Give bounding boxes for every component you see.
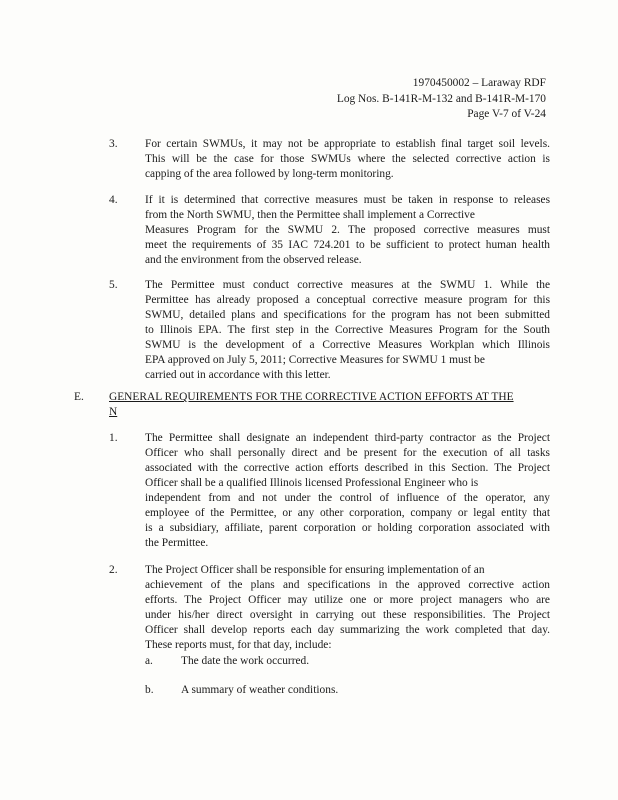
sub-item-text: A summary of weather conditions. bbox=[181, 684, 339, 696]
header-log-numbers: Log Nos. B-141R-M-132 and B-141R-M-170 bbox=[336, 93, 546, 105]
paragraph-line: Officer who shall personally direct and be present for the execution of all tasks bbox=[145, 447, 550, 459]
section-title-fragment: N bbox=[109, 406, 118, 418]
paragraph-line: Measures Program for the SWMU 2. The proposed corrective measures must bbox=[145, 224, 550, 236]
item-number: 2. bbox=[109, 564, 118, 576]
item-paragraph bbox=[145, 193, 550, 268]
paragraph-line: Officer shall be a qualified Illinois licensed Professional Engineer who is bbox=[145, 477, 479, 489]
paragraph-line: independent from and not under the control of influence of the operator, any bbox=[145, 492, 550, 504]
sub-item-letter: b. bbox=[145, 684, 154, 696]
paragraph-line: These reports must, for that day, include: bbox=[145, 639, 332, 651]
item-paragraph bbox=[145, 137, 550, 182]
paragraph-line: SWMU, detailed plans and specifications for the program has not been submitted bbox=[145, 309, 550, 321]
item-number: 5. bbox=[109, 279, 118, 291]
item-paragraph bbox=[145, 563, 550, 653]
section-title-line-2 bbox=[109, 405, 321, 420]
sub-item-letter: a. bbox=[145, 655, 153, 667]
paragraph-line: This will be the case for those SWMUs where the selected corrective action is bbox=[145, 153, 550, 165]
paragraph-line: The Project Officer shall be responsible for ensuring implementation of an bbox=[145, 564, 485, 576]
paragraph-line: associated with the corrective action efforts described in this Section. The Project bbox=[145, 462, 550, 474]
item-number: 3. bbox=[109, 138, 118, 150]
sub-item-text: The date the work occurred. bbox=[181, 655, 310, 667]
header-facility-id: 1970450002 – Laraway RDF bbox=[412, 77, 546, 89]
item-paragraph bbox=[145, 278, 550, 383]
section-title-line-1: GENERAL REQUIREMENTS FOR THE CORRECTIVE ACTION EFFORTS AT THE bbox=[109, 391, 514, 403]
paragraph-line: meet the requirements of 35 IAC 724.201 to be sufficient to protect human health bbox=[145, 239, 550, 251]
paragraph-line: SWMU is the development of a Corrective Measures Workplan which Illinois bbox=[145, 339, 550, 351]
paragraph-line: The Permittee shall designate an independent third-party contractor as the Project bbox=[145, 432, 550, 444]
paragraph-line: to Illinois EPA. The first step in the Corrective Measures Program for the South bbox=[145, 324, 550, 336]
paragraph-line: Officer shall develop reports each day summarizing the work completed that day. bbox=[145, 624, 550, 636]
paragraph-line: capping of the area followed by long-term monitoring. bbox=[145, 168, 394, 180]
paragraph-line: Permittee has already proposed a conceptual corrective measure program for this bbox=[145, 294, 550, 306]
paragraph-line: from the North SWMU, then the Permittee shall implement a Corrective bbox=[145, 209, 475, 221]
paragraph-line: and the environment from the observed release. bbox=[145, 254, 362, 266]
paragraph-line: EPA approved on July 5, 2011; Corrective Measures for SWMU 1 must be bbox=[145, 354, 485, 366]
paragraph-line: achievement of the plans and specifications in the approved corrective action bbox=[145, 579, 550, 591]
section-letter: E. bbox=[74, 391, 84, 403]
paragraph-line: carried out in accordance with this letter. bbox=[145, 369, 331, 381]
paragraph-line: The Permittee must conduct corrective measures at the SWMU 1. While the bbox=[145, 279, 550, 291]
paragraph-line: efforts. The Project Officer may utilize one or more project managers who are bbox=[145, 594, 550, 606]
header-page-number: Page V-7 of V-24 bbox=[467, 108, 546, 120]
paragraph-line: under his/her direct oversight in carrying out these responsibilities. The Project bbox=[145, 609, 550, 621]
item-number: 1. bbox=[109, 432, 118, 444]
paragraph-line: If it is determined that corrective measures must be taken in response to releases bbox=[145, 194, 550, 206]
paragraph-line: For certain SWMUs, it may not be appropriate to establish final target soil levels. bbox=[145, 138, 550, 150]
item-paragraph bbox=[145, 431, 550, 551]
paragraph-line: employee of the Permittee, or any other corporation, company or legal entity that bbox=[145, 507, 550, 519]
item-number: 4. bbox=[109, 194, 118, 206]
paragraph-line: the Permittee. bbox=[145, 537, 209, 549]
paragraph-line: is a subsidiary, affiliate, parent corporation or holding corporation associated with bbox=[145, 522, 550, 534]
